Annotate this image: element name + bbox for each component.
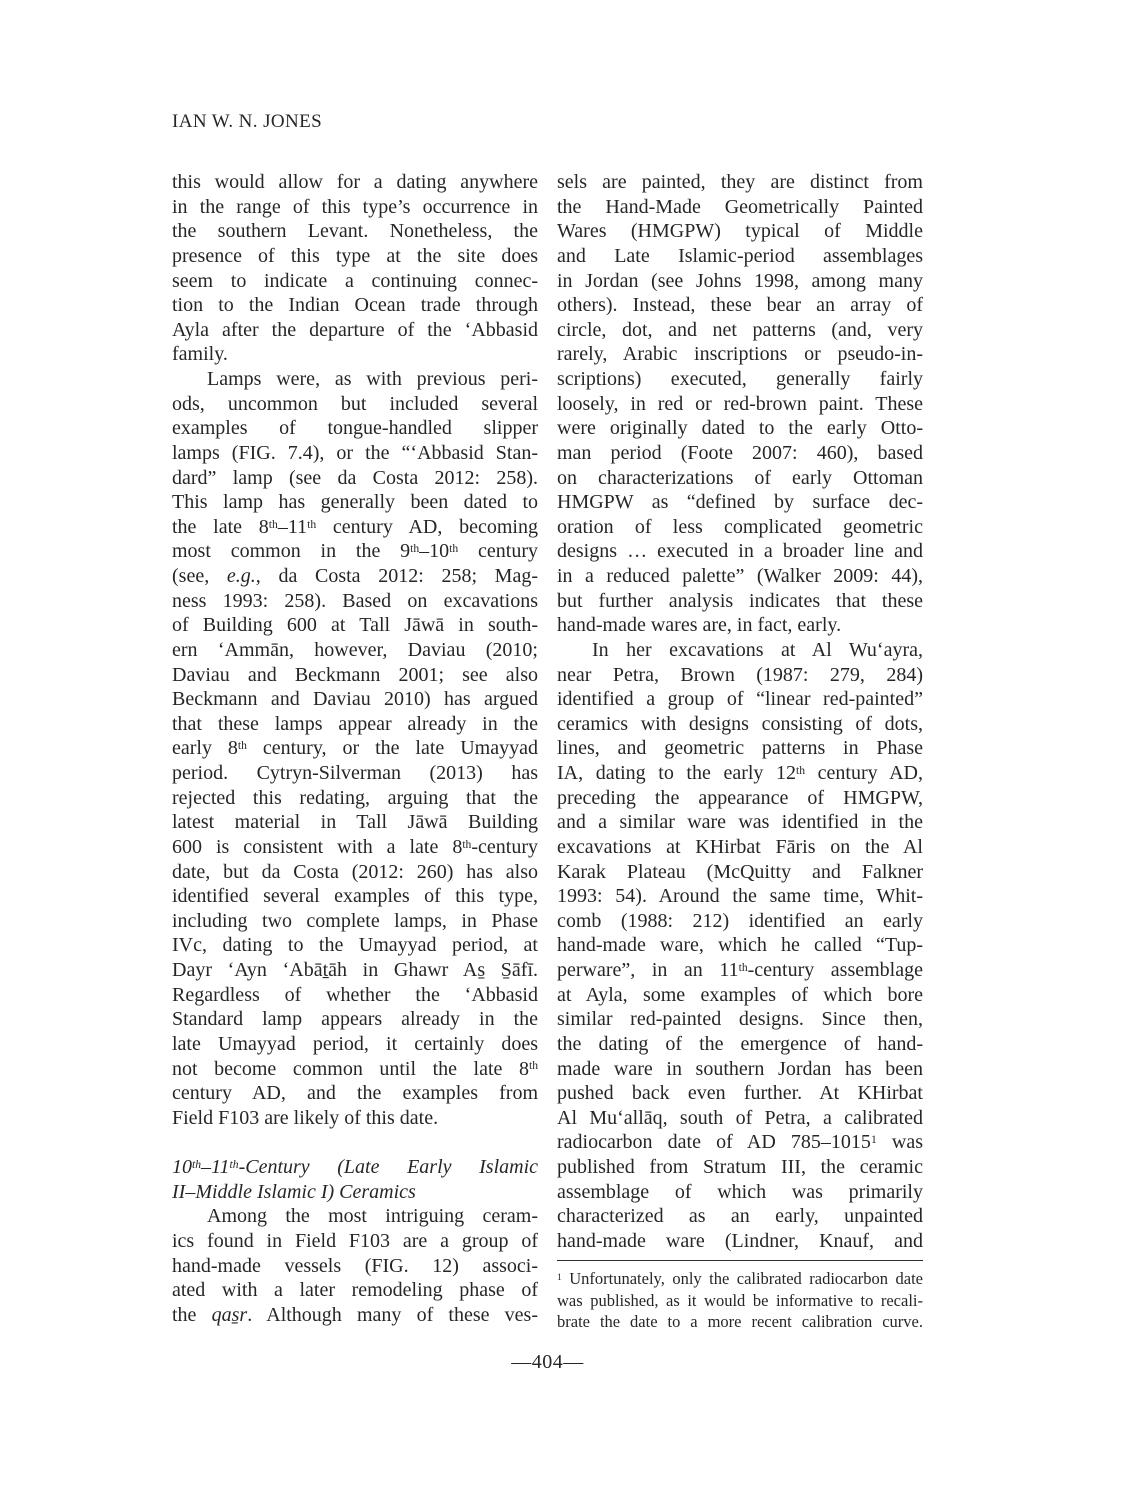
footnote-line: was published, as it would be informative to recali- xyxy=(557,1290,923,1310)
text-line: in Jordan (see Johns 1998, among many xyxy=(557,269,923,292)
text-line: published from Stratum III, the ceramic xyxy=(557,1156,923,1178)
text-line: and Late Islamic-period assemblages xyxy=(557,244,923,267)
text-line: hand-made wares are, in fact, early. xyxy=(557,614,842,637)
text-line: ated with a later remodeling phase of xyxy=(172,1279,538,1302)
footnote-line: brate the date to a more recent calibration curve. xyxy=(557,1312,923,1331)
text-line: early 8th century, or the late Umayyad xyxy=(172,737,538,760)
text-line: Daviau and Beckmann 2001; see also xyxy=(172,663,538,686)
text-line: the dating of the emergence of hand- xyxy=(557,1032,923,1055)
text-line: period. Cytryn-Silverman (2013) has xyxy=(172,762,538,784)
text-line: (see, e.g., da Costa 2012: 258; Mag- xyxy=(172,565,538,587)
right-column xyxy=(557,170,923,1254)
text-line: assemblage of which was primarily xyxy=(557,1180,923,1203)
text-line: examples of tongue-handled slipper xyxy=(172,417,538,440)
text-line: identified a group of “linear red-painted” xyxy=(557,688,923,711)
text-line: latest material in Tall Jāwā Building xyxy=(172,811,538,834)
text-line: loosely, in red or red-brown paint. These xyxy=(557,392,923,415)
text-line: Dayr ‘Ayn ‘Abāṯāh in Ghawr As̱ S̱āfī. xyxy=(172,959,538,981)
text-line: similar red-painted designs. Since then, xyxy=(557,1008,923,1031)
text-line: this would allow for a dating anywhere xyxy=(172,171,538,193)
section-heading: 10th–11th-Century (Late Early Islamic xyxy=(172,1156,538,1178)
text-line: Ayla after the departure of the ‘Abbasid xyxy=(172,318,538,341)
text-line: hand-made vessels (FIG. 12) associ- xyxy=(172,1254,538,1277)
text-line: characterized as an early, unpainted xyxy=(557,1205,923,1228)
text-line: dard” lamp (see da Costa 2012: 258). xyxy=(172,466,538,489)
text-line: family. xyxy=(172,343,228,366)
text-line: including two complete lamps, in Phase xyxy=(172,909,538,932)
text-line: seem to indicate a continuing connec- xyxy=(172,269,538,292)
text-line: rejected this redating, arguing that the xyxy=(172,786,538,809)
text-line: rarely, Arabic inscriptions or pseudo-in- xyxy=(557,343,923,366)
text-line: on characterizations of early Ottoman xyxy=(557,466,923,489)
text-line: designs … executed in a broader line and xyxy=(557,540,923,563)
text-line: HMGPW as “defined by surface dec- xyxy=(557,491,923,514)
text-line: the qas̱r. Although many of these ves- xyxy=(172,1303,538,1326)
text-line: Standard lamp appears already in the xyxy=(172,1008,538,1031)
text-line: ics found in Field F103 are a group of xyxy=(172,1229,538,1252)
footnote-lines xyxy=(557,1268,923,1333)
text-line: Karak Plateau (McQuitty and Falkner xyxy=(557,860,923,883)
text-line: Wares (HMGPW) typical of Middle xyxy=(557,220,923,243)
text-line: but further analysis indicates that these xyxy=(557,589,923,612)
text-line: In her excavations at Al Wu‘ayra, xyxy=(592,638,923,661)
text-line: radiocarbon date of AD 785–1015$^1$ was xyxy=(557,1131,923,1154)
text-line: ern ‘Ammān, however, Daviau (2010; xyxy=(172,638,538,661)
text-line: at Ayla, some examples of which bore xyxy=(557,983,923,1006)
running-header-author: IAN W. N. JONES xyxy=(172,111,323,132)
text-line: hand-made ware, which he called “Tup- xyxy=(557,934,923,957)
text-line xyxy=(172,1130,538,1155)
text-line: were originally dated to the early Otto- xyxy=(557,417,923,440)
text-line: Al Mu‘allāq, south of Petra, a calibrated xyxy=(557,1106,923,1129)
text-line: IVc, dating to the Umayyad period, at xyxy=(172,934,538,957)
text-line: sels are painted, they are distinct from xyxy=(557,171,923,193)
footnote-line: $^1$ Unfortunately, only the calibrated radiocarbon date xyxy=(557,1269,923,1288)
left-column xyxy=(172,170,538,1327)
text-line: preceding the appearance of HMGPW, xyxy=(557,786,923,809)
text-line: presence of this type at the site does xyxy=(172,244,538,267)
text-line: and a similar ware was identified in the xyxy=(557,811,923,834)
text-line: of Building 600 at Tall Jāwā in south- xyxy=(172,614,538,637)
text-line: 1993: 54). Around the same time, Whit- xyxy=(557,885,923,908)
text-line: comb (1988: 212) identified an early xyxy=(557,909,923,932)
text-line: 600 is consistent with a late 8th-century xyxy=(172,835,538,858)
text-line: Beckmann and Daviau 2010) has argued xyxy=(172,688,538,711)
text-line: made ware in southern Jordan has been xyxy=(557,1057,923,1080)
text-line: lines, and geometric patterns in Phase xyxy=(557,737,923,760)
text-line: near Petra, Brown (1987: 279, 284) xyxy=(557,663,923,686)
text-line: the southern Levant. Nonetheless, the xyxy=(172,220,538,243)
text-line: hand-made ware (Lindner, Knauf, and xyxy=(557,1229,923,1252)
text-line: ods, uncommon but included several xyxy=(172,392,538,415)
text-line: others). Instead, these bear an array of xyxy=(557,294,923,317)
text-line: oration of less complicated geometric xyxy=(557,515,923,538)
text-line: scriptions) executed, generally fairly xyxy=(557,368,923,390)
page-number: —404— xyxy=(511,1351,584,1373)
text-line: ness 1993: 258). Based on excavations xyxy=(172,589,538,612)
text-line: pushed back even further. At KHirbat xyxy=(557,1082,923,1105)
text-line: ceramics with designs consisting of dots, xyxy=(557,712,923,735)
text-line: late Umayyad period, it certainly does xyxy=(172,1032,538,1055)
text-line: tion to the Indian Ocean trade through xyxy=(172,294,538,317)
text-line: that these lamps appear already in the xyxy=(172,712,538,735)
text-line: Among the most intriguing ceram- xyxy=(207,1205,538,1228)
text-line: the Hand-Made Geometrically Painted xyxy=(557,195,923,218)
text-line: date, but da Costa (2012: 260) has also xyxy=(172,860,538,883)
text-line: lamps (FIG. 7.4), or the “‘Abbasid Stan- xyxy=(172,441,538,464)
text-line: in a reduced palette” (Walker 2009: 44), xyxy=(557,565,923,587)
text-line: Regardless of whether the ‘Abbasid xyxy=(172,983,538,1006)
text-line: Lamps were, as with previous peri- xyxy=(207,368,538,390)
text-line: circle, dot, and net patterns (and, very xyxy=(557,318,923,341)
text-line: perware”, in an 11th-century assemblage xyxy=(557,959,923,981)
text-line: This lamp has generally been dated to xyxy=(172,491,538,514)
section-heading: II–Middle Islamic I) Ceramics xyxy=(172,1180,416,1203)
text-line: identified several examples of this type, xyxy=(172,885,538,908)
text-line: excavations at KHirbat Fāris on the Al xyxy=(557,835,923,858)
text-line: the late 8th–11th century AD, becoming xyxy=(172,515,538,538)
footnote xyxy=(557,1260,923,1333)
text-line: most common in the 9th–10th century xyxy=(172,540,538,563)
text-line: IA, dating to the early 12th century AD, xyxy=(557,762,923,784)
text-line: man period (Foote 2007: 460), based xyxy=(557,441,923,464)
text-line: in the range of this type’s occurrence in xyxy=(172,195,538,218)
text-line: not become common until the late 8th xyxy=(172,1057,538,1080)
text-line: Field F103 are likely of this date. xyxy=(172,1106,439,1129)
footnote-rule xyxy=(557,1260,923,1261)
text-line: century AD, and the examples from xyxy=(172,1082,538,1105)
